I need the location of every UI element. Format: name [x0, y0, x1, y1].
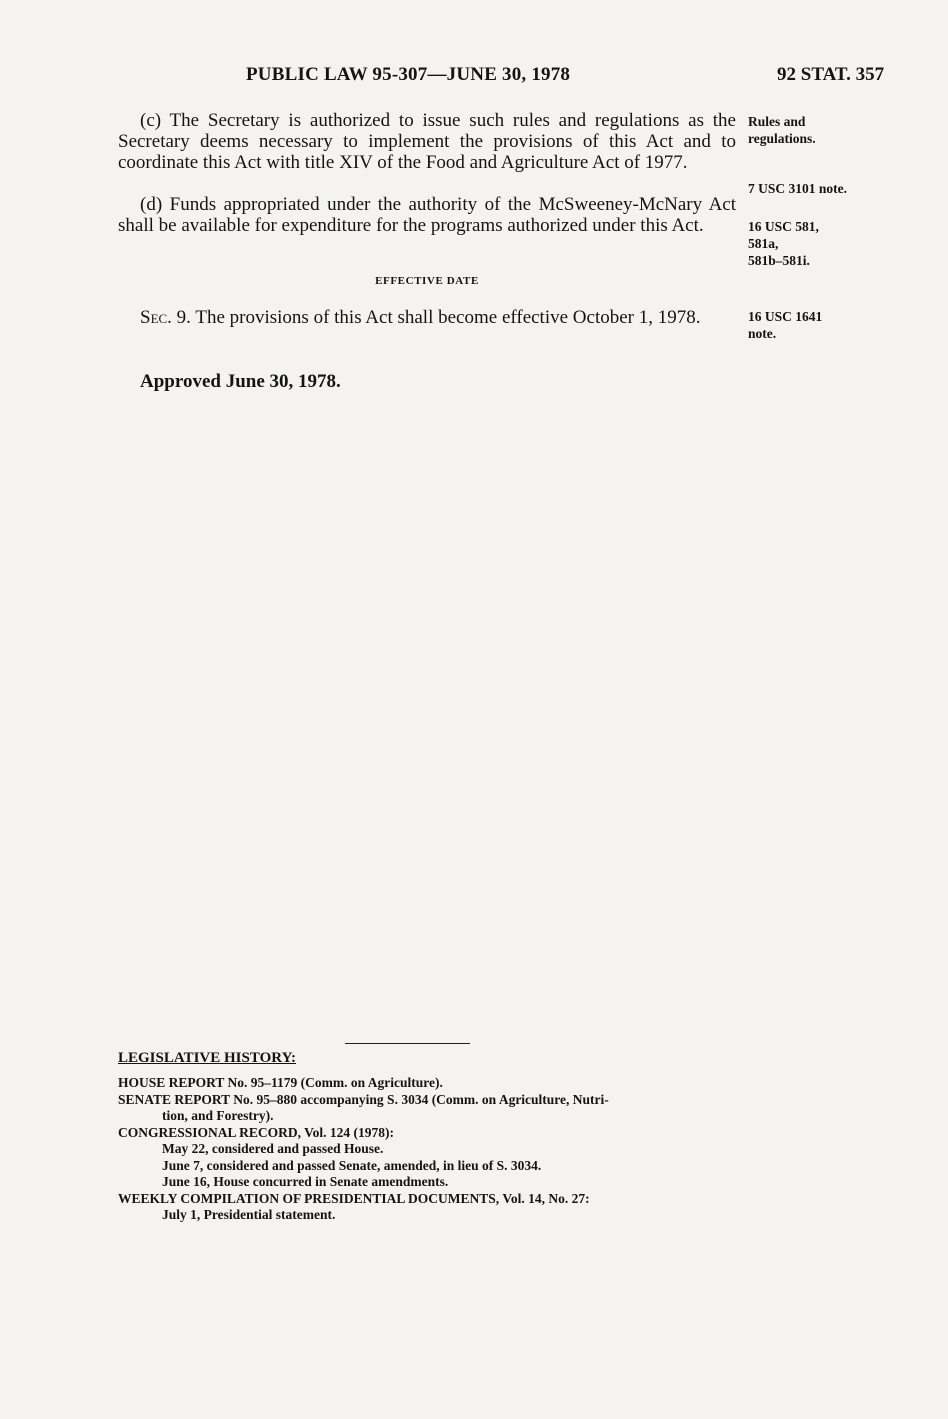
section-9-paragraph [118, 307, 736, 328]
page-title: PUBLIC LAW 95-307—JUNE 30, 1978 [246, 64, 571, 85]
section-9-label: Sec. 9. [140, 307, 191, 328]
senate-report-line2: tion, and Forestry). [162, 1108, 274, 1123]
legislative-history-title: LEGISLATIVE HISTORY: [118, 1050, 297, 1066]
cr-item: June 7, considered and passed Senate, amended, in lieu of S. 3034. [162, 1157, 542, 1173]
section-9-text: The provisions of this Act shall become effective October 1, 1978. [195, 307, 701, 328]
margin-note-usc-581-line3: 581b–581i. [748, 253, 810, 268]
margin-note-usc-581 [748, 218, 878, 269]
margin-note-usc-1641-line2: note. [748, 326, 777, 341]
margin-note-usc-581-line2: 581a, [748, 236, 779, 251]
margin-note-usc-581-line1: 16 USC 581, [748, 219, 819, 234]
margin-note-rules-line1: Rules and [748, 114, 806, 129]
senate-report-line1: SENATE REPORT No. 95–880 accompanying S. 3034 (Comm. on Agriculture, Nutri- [118, 1091, 609, 1107]
paragraph-c-text: (c) The Secretary is authorized to issue such rules and regulations as the Secretary deems necessary to implement the provisions of this Act and to coordinate this Act with title XIV of the Food and Agriculture Act of 1977. [118, 110, 736, 173]
weekly-compilation: WEEKLY COMPILATION OF PRESIDENTIAL DOCUMENTS, Vol. 14, No. 27: [118, 1190, 590, 1206]
section-9 [118, 307, 736, 328]
statute-page-number: 92 STAT. 357 [777, 64, 885, 85]
cr-item: May 22, considered and passed House. [162, 1141, 384, 1156]
house-report: HOUSE REPORT No. 95–1179 (Comm. on Agriculture). [118, 1075, 443, 1090]
margin-note-rules [748, 113, 878, 147]
effective-date-heading: EFFECTIVE DATE [375, 275, 479, 287]
legislative-history-list [118, 1075, 748, 1224]
paragraph-d-text: (d) Funds appropriated under the authority of the McSweeney-McNary Act shall be available for expenditure for the programs authorized under this Act. [118, 194, 736, 236]
wc-item: July 1, Presidential statement. [162, 1207, 336, 1222]
margin-note-usc-3101: 7 USC 3101 note. [748, 181, 848, 196]
paragraph-c [118, 110, 736, 173]
paragraph-d [118, 194, 736, 236]
margin-note-usc-1641-line1: 16 USC 1641 [748, 309, 823, 324]
margin-note-rules-line2: regulations. [748, 131, 816, 146]
congressional-record: CONGRESSIONAL RECORD, Vol. 124 (1978): [118, 1124, 395, 1140]
divider-rule [345, 1043, 470, 1044]
margin-note-usc-1641 [748, 308, 878, 342]
approval-date: Approved June 30, 1978. [140, 371, 341, 392]
cr-item: June 16, House concurred in Senate amendments. [162, 1174, 449, 1189]
